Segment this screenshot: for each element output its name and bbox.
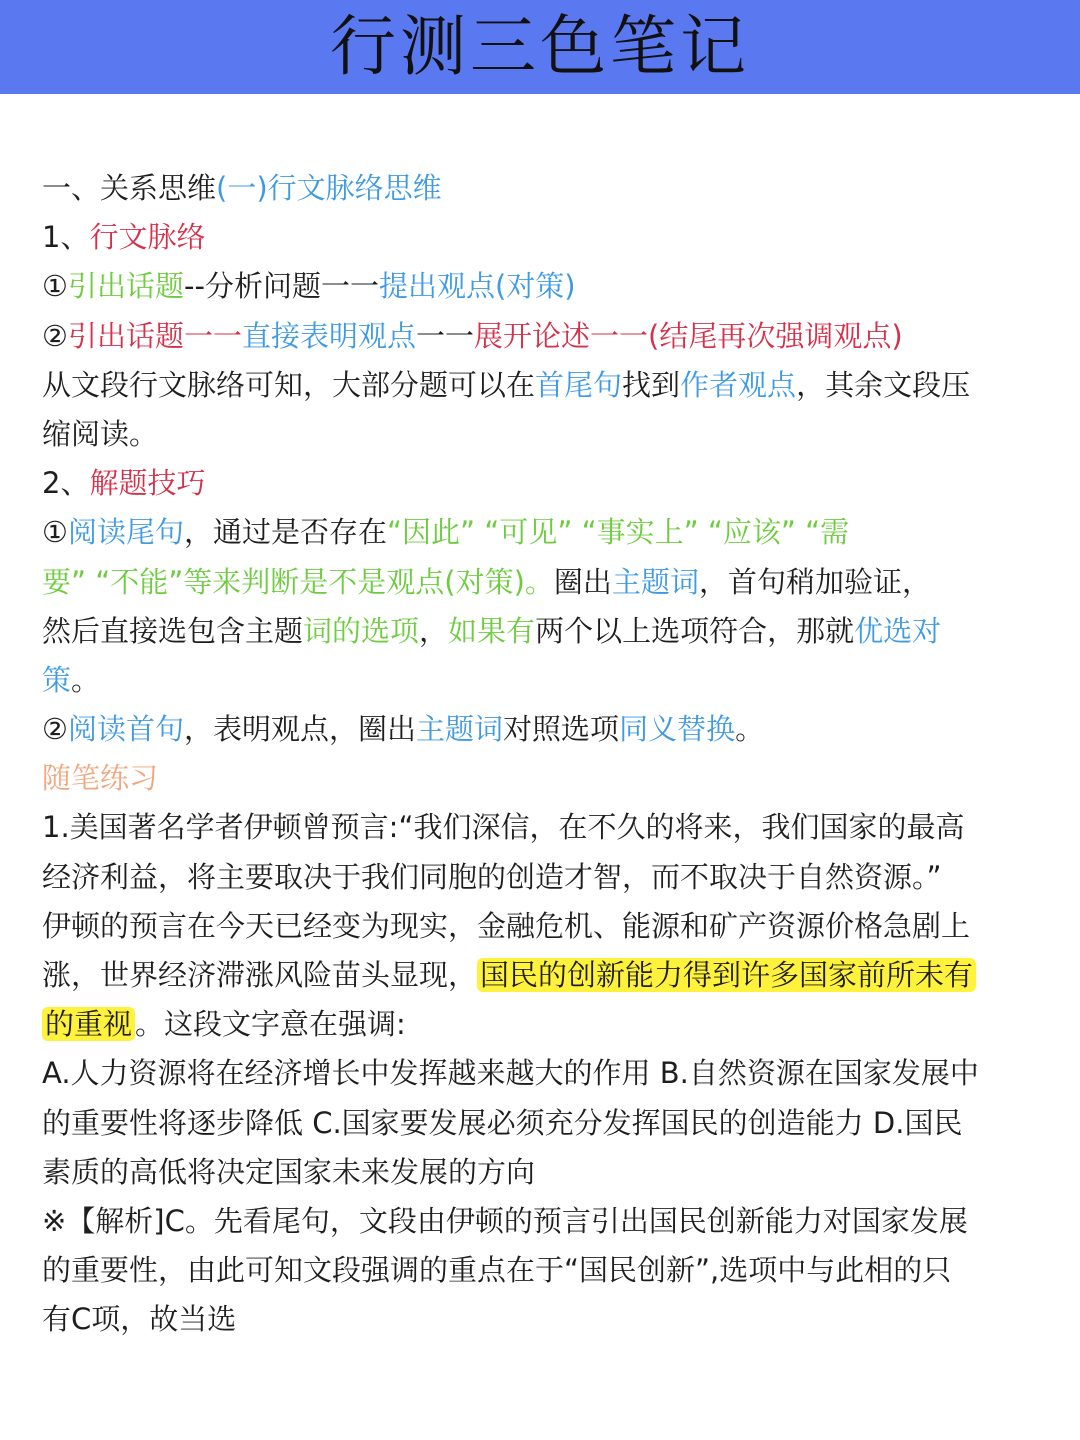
tip1-line-2: 要” “不能”等来判断是不是观点(对策)。圈出主题词，首句稍加验证， (42, 564, 931, 599)
options-line: A.人力资源将在经济增长中发挥越来越大的作用 B.自然资源在国家发展中 (42, 1056, 979, 1091)
tip1-line-3: 然后直接选包含主题词的选项，如果有两个以上选项符合，那就优选对 (42, 613, 942, 648)
page-title: 行测三色笔记 (330, 8, 750, 85)
highlighted-text: 国民的创新能力得到许多国家前所未有 (477, 958, 976, 992)
section-heading: 一、关系思维(一)行文脉络思维 (42, 171, 442, 205)
tip1-line-4: 策。 (42, 662, 101, 697)
analysis-line: ※【解析]C。先看尾句，文段由伊顿的预言引出国民创新能力对国家发展 (42, 1203, 968, 1238)
header-banner (0, 0, 1080, 94)
section-subheading: (一)行文脉络思维 (216, 171, 442, 205)
options-line: 的重要性将逐步降低 C.国家要发展必须充分发挥国民的创造能力 D.国民 (42, 1105, 963, 1140)
summary-line-1: 从文段行文脉络可知，大部分题可以在首尾句找到作者观点，其余文段压 (42, 367, 971, 402)
summary-line-2: 缩阅读。 (42, 416, 159, 451)
flow-line-2: ②引出话题一一直接表明观点一一展开论述一一(结尾再次强调观点) (42, 318, 903, 353)
highlighted-text: 的重视 (42, 1007, 135, 1041)
item-heading-2: 2、解题技巧 (42, 466, 206, 501)
note-content (42, 164, 1066, 1345)
analysis-line: 的重要性，由此可知文段强调的重点在于“国民创新”,选项中与此相的只 (42, 1253, 952, 1288)
question-line: 的重视 。这段文字意在强调: (42, 1000, 1066, 1049)
tip2-line: ②阅读首句，表明观点，圈出主题词对照选项同义替换。 (42, 712, 765, 747)
question-line: 涨，世界经济滞涨风险苗头显现， 国民的创新能力得到许多国家前所未有 (42, 951, 1066, 1000)
question-line: 伊顿的预言在今天已经变为现实，金融危机、能源和矿产资源价格急剧上 (42, 908, 971, 943)
flow-line-1: ①引出话题--分析问题一一提出观点(对策) (42, 269, 576, 304)
tip1-line-1: ①阅读尾句，通过是否存在“因此” “可见” “事实上” “应该” “需 (42, 515, 850, 550)
practice-label: 随笔练习 (42, 761, 159, 796)
question-line: 1.美国著名学者伊顿曾预言:“我们深信，在不久的将来，我们国家的最高 (42, 810, 965, 845)
item-heading-1: 1、行文脉络 (42, 220, 206, 255)
options-line: 素质的高低将决定国家未来发展的方向 (42, 1154, 536, 1189)
question-line: 经济利益，将主要取决于我们同胞的创造才智，而不取决于自然资源。” (42, 859, 942, 894)
analysis-line: 有C项，故当选 (42, 1302, 237, 1337)
